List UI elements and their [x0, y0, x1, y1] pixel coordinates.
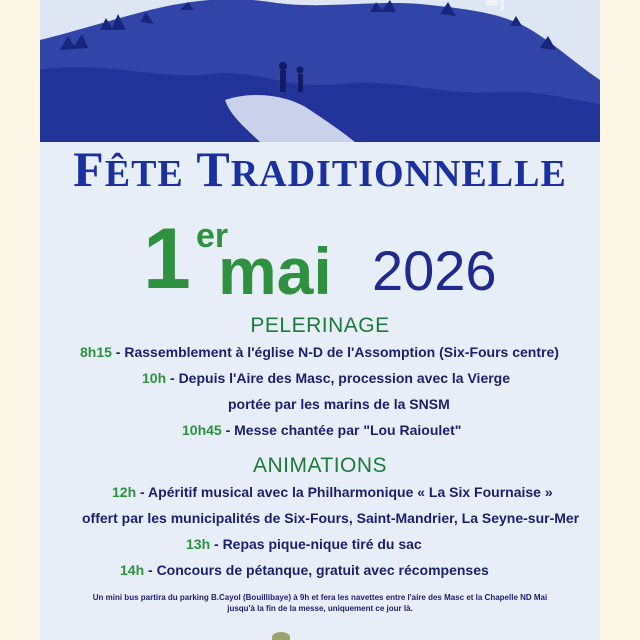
- title-word-2-rest: RADITIONNELLE: [230, 153, 567, 195]
- poster: [40, 0, 600, 640]
- logo-partial: [272, 632, 290, 640]
- title-word-2-initial: T: [196, 141, 231, 197]
- date-year: 2026: [372, 239, 497, 302]
- date-superscript: er: [196, 217, 229, 255]
- date-day: 1: [143, 211, 191, 307]
- animations-heading: ANIMATIONS: [252, 454, 388, 477]
- animations-time: 12h: [112, 484, 137, 500]
- hill-photo-illustration: [40, 0, 600, 142]
- animations-text: offert par les municipalités de Six-Fours, Saint-Mandrier, La Seyne-sur-Mer: [82, 510, 580, 526]
- pelerinage-time: 8h15: [80, 344, 112, 360]
- title-word-1-initial: F: [73, 141, 105, 197]
- pelerinage-text: - Rassemblement à l'église N-D de l'Assomption (Six-Fours centre): [111, 344, 559, 360]
- pelerinage-item: [228, 396, 600, 412]
- pelerinage-time: 10h: [142, 370, 167, 386]
- pelerinage-text: - Depuis l'Aire des Masc, procession avec la Vierge: [166, 370, 511, 386]
- pelerinage-item: [182, 422, 600, 438]
- animations-text: - Concours de pétanque, gratuit avec récompenses: [144, 562, 489, 578]
- animations-item: [120, 562, 600, 578]
- animations-item: [186, 536, 600, 552]
- event-title: [40, 142, 600, 201]
- animations-time: 13h: [186, 536, 211, 552]
- animations-time: 14h: [120, 562, 145, 578]
- animations-text: - Apéritif musical avec la Philharmonique « La Six Fournaise »: [136, 484, 553, 500]
- event-date: [40, 206, 600, 306]
- hill-photo: [40, 0, 600, 142]
- shuttle-note-line-1: Un mini bus partira du parking B.Cayol (Bouillibaye) à 9h et fera les navettes entre l'aire des Masc et la Chapelle ND Mai: [92, 593, 548, 602]
- pelerinage-time: 10h45: [182, 422, 222, 438]
- animations-item: [112, 484, 600, 500]
- title-word-1-rest: ÊTE: [104, 153, 184, 195]
- pelerinage-heading: PELERINAGE: [250, 314, 390, 337]
- animations-item: [82, 510, 600, 526]
- pelerinage-text: portée par les marins de la SNSM: [228, 396, 450, 412]
- pelerinage-item: [80, 344, 600, 360]
- animations-text: - Repas pique-nique tiré du sac: [210, 536, 422, 552]
- date-month: mai: [218, 234, 332, 308]
- shuttle-note-line-2: jusqu'à la fin de la messe, uniquement ce jour là.: [227, 604, 413, 613]
- pelerinage-text: - Messe chantée par "Lou Raioulet": [221, 422, 462, 438]
- pelerinage-item: [142, 370, 600, 386]
